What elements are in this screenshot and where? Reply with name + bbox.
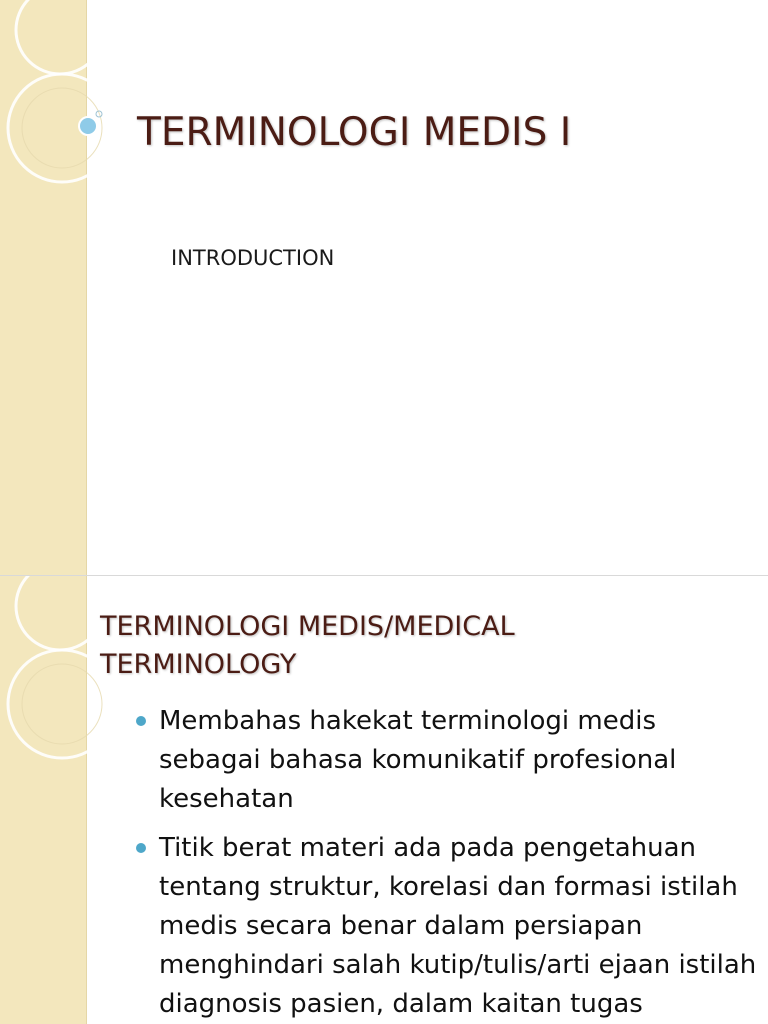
slide-title-line-1: TERMINOLOGI MEDIS/MEDICAL (100, 611, 515, 642)
slide-subtitle: INTRODUCTION (171, 246, 335, 270)
bullet-dot-icon (136, 843, 146, 853)
slide-2 (0, 576, 768, 1024)
bullet-item (134, 829, 759, 1024)
bullet-item (134, 702, 759, 819)
bullet-dot-icon (136, 716, 146, 726)
slide-title: TERMINOLOGI MEDIS I (137, 110, 572, 155)
bullet-list (134, 702, 759, 1024)
bullet-text: Titik berat materi ada pada pengetahuan tentang struktur, korelasi dan formasi istilah medis secara benar dalam persiapan menghindari salah kutip/tulis/arti ejaan istilah diagnosis pasien, dalam kaitan tugas (159, 833, 757, 1019)
decorative-circles (0, 0, 140, 200)
slide-title-line-2: TERMINOLOGY (100, 649, 297, 680)
slide-title (100, 608, 740, 684)
bullet-text: Membahas hakekat terminologi medis sebagai bahasa komunikatif profesional kesehatan (159, 706, 677, 814)
